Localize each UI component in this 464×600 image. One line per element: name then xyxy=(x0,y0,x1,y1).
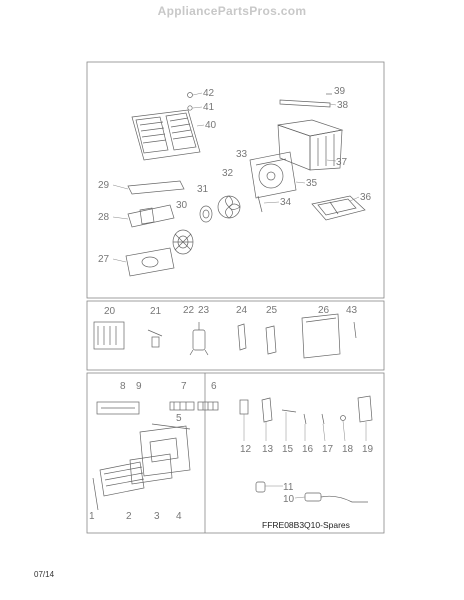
callout-38: 38 xyxy=(337,100,349,111)
callout-36: 36 xyxy=(360,192,372,203)
part-25-bracket xyxy=(266,326,276,354)
part-38-rail xyxy=(280,100,330,107)
lower-panel-frame xyxy=(87,373,384,533)
part-36-base-pan xyxy=(312,196,365,220)
callout-16: 16 xyxy=(302,444,314,455)
callout-13: 13 xyxy=(262,444,274,455)
callout-33: 33 xyxy=(236,149,248,160)
callout-35: 35 xyxy=(306,178,318,189)
callout-23: 23 xyxy=(198,305,210,316)
part-16-pin xyxy=(304,414,306,424)
callout-15: 15 xyxy=(282,444,294,455)
callout-10: 10 xyxy=(283,494,295,505)
callout-43: 43 xyxy=(346,305,358,316)
part-34-rod xyxy=(258,196,262,212)
part-29-bracket xyxy=(128,181,184,194)
callout-26: 26 xyxy=(318,305,330,316)
callout-11: 11 xyxy=(283,482,294,493)
part-10-power-cord xyxy=(305,493,368,502)
callout-30: 30 xyxy=(176,200,188,211)
footer-date: 07/14 xyxy=(34,570,55,579)
callout-12: 12 xyxy=(240,444,252,455)
part-30-blower-wheel xyxy=(173,230,193,254)
part-1-leader xyxy=(93,478,98,510)
part-21-switch-knob xyxy=(148,330,162,347)
callout-40: 40 xyxy=(205,120,217,131)
part-32-fan-blade xyxy=(218,196,240,218)
callout-3: 3 xyxy=(154,511,160,522)
part-7-louver xyxy=(170,402,194,410)
part-11-plug-holder xyxy=(256,482,265,492)
callout-29: 29 xyxy=(98,180,110,191)
callout-24: 24 xyxy=(236,305,248,316)
part-3-grille xyxy=(130,454,172,484)
part-24-clip xyxy=(238,324,246,350)
part-42-screw xyxy=(188,93,193,98)
callout-34: 34 xyxy=(280,197,292,208)
part-37-cabinet xyxy=(278,120,342,170)
part-2-filter xyxy=(100,462,144,496)
part-20-filter xyxy=(94,322,124,349)
callout-39: 39 xyxy=(334,86,346,97)
part-43-pin xyxy=(354,322,356,338)
callout-5: 5 xyxy=(176,413,182,424)
callout-31: 31 xyxy=(197,184,209,195)
part-28-scroll-housing xyxy=(128,205,174,227)
callout-2: 2 xyxy=(126,511,132,522)
callout-7: 7 xyxy=(181,381,187,392)
callout-41: 41 xyxy=(203,102,215,113)
callout-28: 28 xyxy=(98,212,110,223)
callout-6: 6 xyxy=(211,381,217,392)
callout-25: 25 xyxy=(266,305,278,316)
part-13-bracket xyxy=(262,398,272,422)
part-12-relay xyxy=(240,400,248,414)
part-18-washer xyxy=(341,416,346,421)
part-26-panel xyxy=(302,314,340,358)
part-15-wire xyxy=(282,410,296,412)
part-19-bracket xyxy=(358,396,372,422)
callout-9: 9 xyxy=(136,381,142,392)
callout-20: 20 xyxy=(104,306,116,317)
callout-1: 1 xyxy=(89,511,95,522)
part-22-23-capacitor xyxy=(190,322,208,355)
part-41-nut xyxy=(188,106,192,110)
callout-27: 27 xyxy=(98,254,110,265)
callout-32: 32 xyxy=(222,168,234,179)
part-40-grille-panel xyxy=(132,110,200,160)
part-27-drain-pan xyxy=(126,248,174,276)
callout-17: 17 xyxy=(322,444,334,455)
callout-22: 22 xyxy=(183,305,195,316)
upper-panel-frame xyxy=(87,62,384,298)
part-31-motor xyxy=(200,206,212,222)
callout-42: 42 xyxy=(203,88,215,99)
callout-8: 8 xyxy=(120,381,126,392)
callout-37: 37 xyxy=(336,157,348,168)
callout-19: 19 xyxy=(362,444,374,455)
diagram-id: FFRE08B3Q10-Spares xyxy=(262,520,350,530)
part-6-louver xyxy=(198,402,218,410)
callout-21: 21 xyxy=(150,306,162,317)
part-35-condenser-shroud xyxy=(250,152,296,198)
site-watermark: AppliancePartsPros.com xyxy=(157,4,307,18)
callout-18: 18 xyxy=(342,444,354,455)
part-4-front-panel xyxy=(140,426,190,476)
callout-4: 4 xyxy=(176,511,182,522)
part-8-9-label-plate xyxy=(97,402,139,414)
part-17-pin xyxy=(322,414,324,424)
